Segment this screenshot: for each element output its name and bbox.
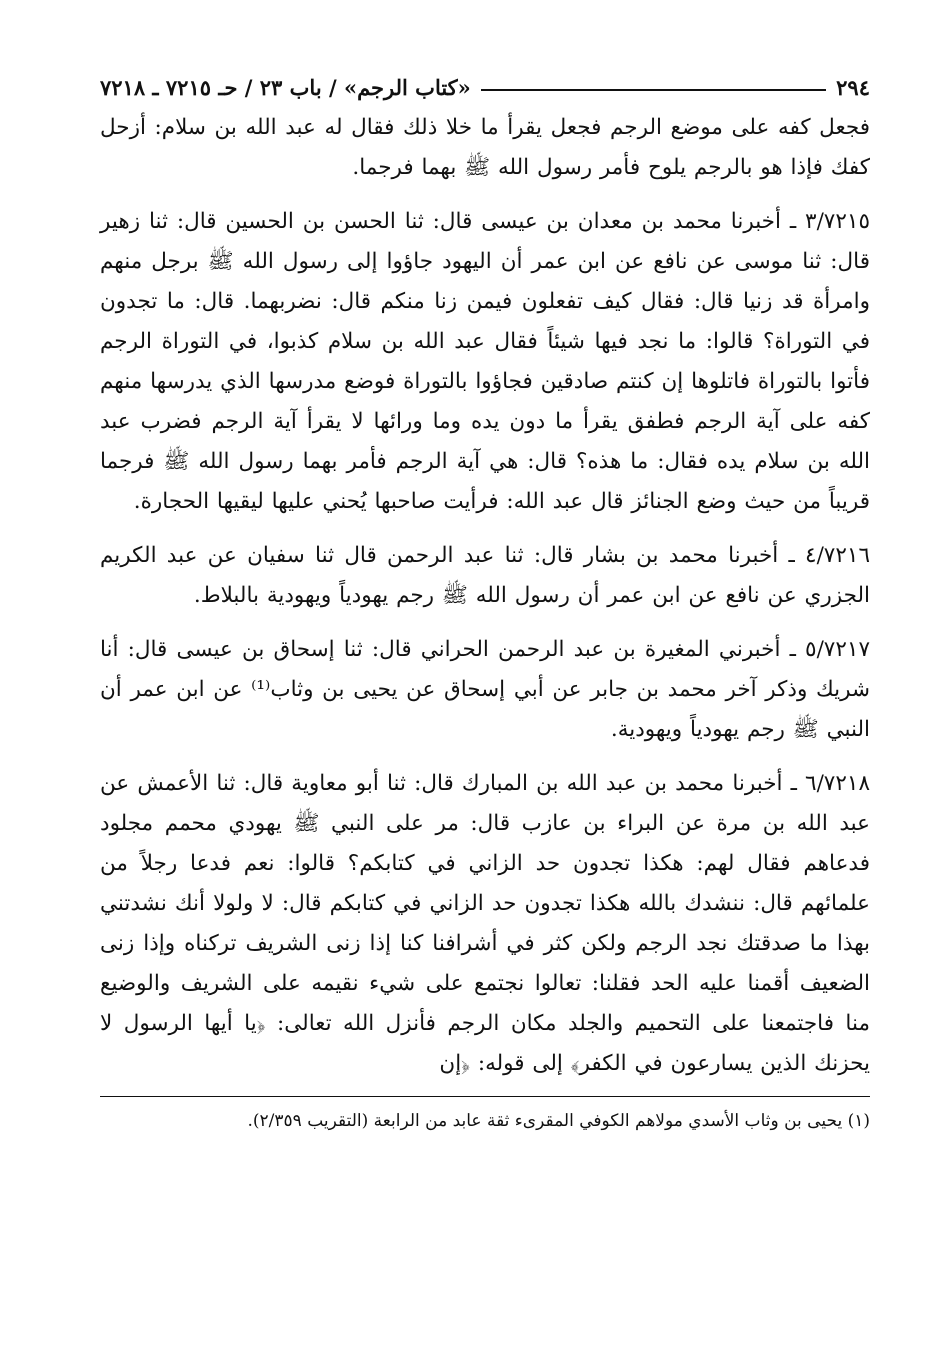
hadith-7217: ٥/٧٢١٧ ـ أخبرني المغيرة بن عبد الرحمن الحراني قال: ثنا إسحاق بن عيسى قال: أنا شريك وذكر آخر محمد بن جابر عن أبي إسحاق عن يحيى بن وثاب⁽¹⁾ عن ابن عمر أن النبي ﷺ رجم يهودياً ويهودية. [100,637,870,742]
footnote-1: (١) يحيى بن وثاب الأسدي مولاهم الكوفي المقرىء ثقة عابد من الرابعة (التقريب ٢/٣٥٩). [247,1111,870,1131]
hadith-7218: ٦/٧٢١٨ ـ أخبرنا محمد بن عبد الله بن المبارك قال: ثنا أبو معاوية قال: ثنا الأعمش عن عبد الله بن مرة عن البراء بن عازب قال: مر على النبي ﷺ يهودي محمم مجلود فدعاهم فقال لهم: هكذا تجدون حد الزاني في كتابكم؟ قالوا: نعم فدعا رجلاً من علمائهم قال: ننشدك بالله هكذا تجدون حد الزاني في كتابكم قال: لا ولولا أنك نشدتني بهذا ما صدقتك نجد الرجم ولكن كثر في أشرافنا كنا إذا زنى الشريف تركناه وإذا زنى الضعيف أقمنا عليه الحد فقلنا: تعالوا نجتمع على شيء نقيمه على الشريف والوضيع منا فاجتمعنا على التحميم والجلد مكان الرجم فأنزل الله تعالى: ﴿يا أيها الرسول لا يحزنك الذين يسارعون في الكفر﴾ إلى قوله: ﴿إن [100,771,870,1076]
running-title: «كتاب الرجم» / باب ٢٣ / حـ ٧٢١٥ ـ ٧٢١٨ [100,74,471,100]
running-header [100,70,870,104]
body-text [100,108,870,1084]
hadith-7216: ٤/٧٢١٦ ـ أخبرنا محمد بن بشار قال: ثنا عبد الرحمن قال ثنا سفيان عن عبد الكريم الجزري عن نافع عن ابن عمر أن رسول الله ﷺ رجم يهودياً ويهودية بالبلاط. [100,543,870,608]
book-page [100,70,870,1135]
header-rule [481,89,826,91]
footnote-area [100,1096,870,1135]
hadith-7215: ٣/٧٢١٥ ـ أخبرنا محمد بن معدان بن عيسى قال: ثنا الحسن بن الحسين قال: ثنا زهير قال: ثنا موسى عن نافع عن ابن عمر أن اليهود جاؤوا إلى رسول الله ﷺ برجل منهم وامرأة قد زنيا قال: فقال كيف تفعلون فيمن زنا منكم قال: نضربهما. قال: ما تجدون في التوراة؟ قالوا: ما نجد فيها شيئاً فقال عبد الله بن سلام كذبوا، في التوراة الرجم فأتوا بالتوراة فاتلوها إن كنتم صادقين فجاؤوا بالتوراة فوضع مدرسها الذي يدرسها منهم كفه على آية الرجم فطفق يقرأ ما دون يده وما ورائها لا يقرأ آية الرجم فضرب عبد الله بن سلام يده فقال: ما هذه؟ قال: هي آية الرجم فأمر بهما رسول الله ﷺ فرجما قريباً من حيث وضع الجنائز قال عبد الله: فرأيت صاحبها يُحني عليها ليقيها الحجارة. [100,209,870,514]
page-number: ٢٩٤ [836,74,870,100]
paragraph-continuation: فجعل كفه على موضع الرجم فجعل يقرأ ما خلا ذلك فقال له عبد الله بن سلام: أزحل كفك فإذا هو بالرجم يلوح فأمر رسول الله ﷺ بهما فرجما. [100,115,870,180]
